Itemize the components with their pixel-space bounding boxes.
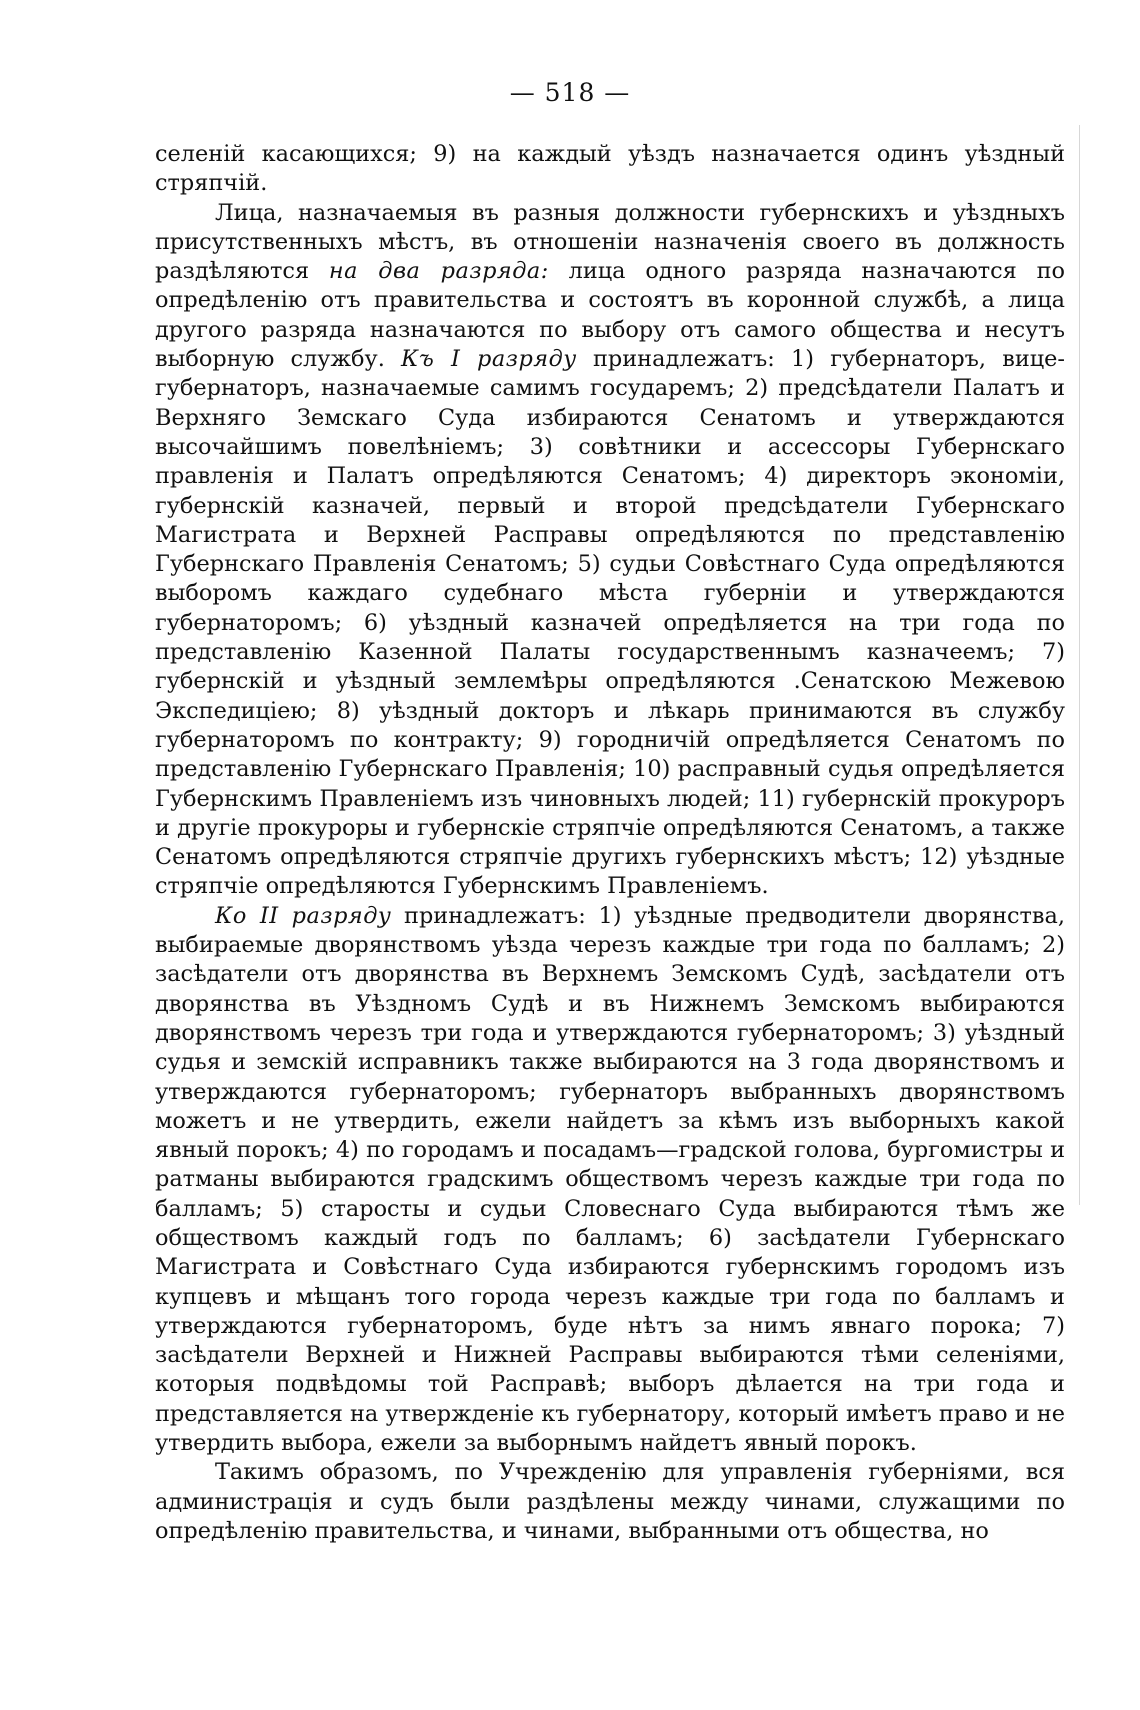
paragraph-text: Лица, назначаемыя въ разныя должности губернскихъ и уѣздныхъ присутственныхъ мѣстъ, въ отношеніи назначенія своего въ должность раздѣляются <box>155 199 1065 285</box>
page-number: — 518 — <box>509 78 631 107</box>
paragraph-text: принадлежатъ: 1) уѣздные предводители дворянства, выбираемые дворянствомъ уѣзда черезъ каждые три года по балламъ; 2) засѣдатели отъ дворянства въ Верхнемъ Земскомъ Судѣ, засѣдатели отъ дворянства въ Уѣздномъ Судѣ и въ Нижнемъ Земскомъ выбираются дворянствомъ черезъ три года и утверждаются губернаторомъ; 3) уѣздный судья и земскій исправникъ также выбираются на 3 года дворянствомъ и утверждаются губернаторомъ; губернаторъ выбранныхъ дворянствомъ можетъ и не утвердить, ежели найдетъ за кѣмъ изъ выборныхъ какой явный порокъ; 4) по городамъ и посадамъ—градской голова, бургомистры и ратманы выбираются градскимъ обществомъ черезъ каждые три года по балламъ; 5) старосты и судьи Словеснаго Суда выбираются тѣмъ же обществомъ каждый годъ по балламъ; 6) засѣдатели Губернскаго Магистрата и Совѣстнаго Суда избираются губернскимъ городомъ изъ купцевъ и мѣщанъ того города черезъ каждые три года по балламъ и утверждаются губернаторомъ, буде нѣтъ за нимъ явнаго порока; 7) засѣдатели Верхней и Нижней Расправы выбираются тѣми селеніями, которыя подвѣдомы той Расправѣ; выборъ дѣлается на три года и представляется на утвержденіе къ губернатору, который имѣетъ право и не утвердить выбора, ежели за выборнымъ найдетъ явный порокъ. <box>155 902 1066 1457</box>
scan-margin-line <box>1079 125 1080 1205</box>
paragraph-1 <box>155 199 1065 902</box>
paragraph-text: селеній касающихся; 9) на каждый уѣздъ назначается одинъ уѣздный стряпчій. <box>155 141 1065 197</box>
paragraph-text: принадлежатъ: 1) губернаторъ, вице-губернаторъ, назначаемые самимъ государемъ; 2) предсѣдатели Палатъ и Верхняго Земскаго Суда избираются Сенатомъ и утверждаются высочайшимъ повелѣніемъ; 3) совѣтники и ассессоры Губернскаго правленія и Палатъ опредѣляются Сенатомъ; 4) директоръ экономіи, губернскій казначей, первый и второй предсѣдатели Губернскаго Магистрата и Верхней Расправы опредѣляются по представленію Губернскаго Правленія Сенатомъ; 5) судьи Совѣстнаго Суда опредѣляются выборомъ каждаго судебнаго мѣста губерніи и утверждаются губернаторомъ; 6) уѣздный казначей опредѣляется на три года по представленію Казенной Палаты государственнымъ казначеемъ; 7) губернскій и уѣздный землемѣры опредѣляются .Сенатскою Межевою Экспедиціею; 8) уѣздный докторъ и лѣкарь принимаются въ службу губернаторомъ по контракту; 9) городничій опредѣляется Сенатомъ по представленію Губернскаго Правленія; 10) расправный судья опредѣляется Губернскимъ Правленіемъ изъ чиновныхъ людей; 11) губернскій прокуроръ и другіе прокуроры и губернскіе стряпчіе опредѣляются Сенатомъ, а также Сенатомъ опредѣляются стряпчіе другихъ губернскихъ мѣстъ; 12) уѣздные стряпчіе опредѣляются Губернскимъ Правленіемъ. <box>155 346 1065 900</box>
paragraph-2 <box>155 902 1065 1459</box>
paragraph-text: лица одного разряда назначаются по опредѣленію отъ правительства и состоятъ въ коронной службѣ, а лица другого разряда назначаются по выбору отъ самого общества и несутъ выборную службу. <box>155 258 1065 373</box>
emphasized-text: на два разряда: <box>328 258 549 285</box>
emphasized-text: Къ I разряду <box>401 346 577 373</box>
emphasized-text: Ко II разряду <box>215 902 392 929</box>
paragraph-3 <box>155 1458 1065 1546</box>
body-text <box>155 140 1065 1546</box>
paragraph-text: Такимъ образомъ, по Учрежденію для управленія губерніями, вся администрація и судъ были раздѣлены между чинами, служащими по опредѣленію правительства, и чинами, выбранными отъ общества, но <box>155 1459 1065 1544</box>
paragraph-0 <box>155 140 1065 199</box>
